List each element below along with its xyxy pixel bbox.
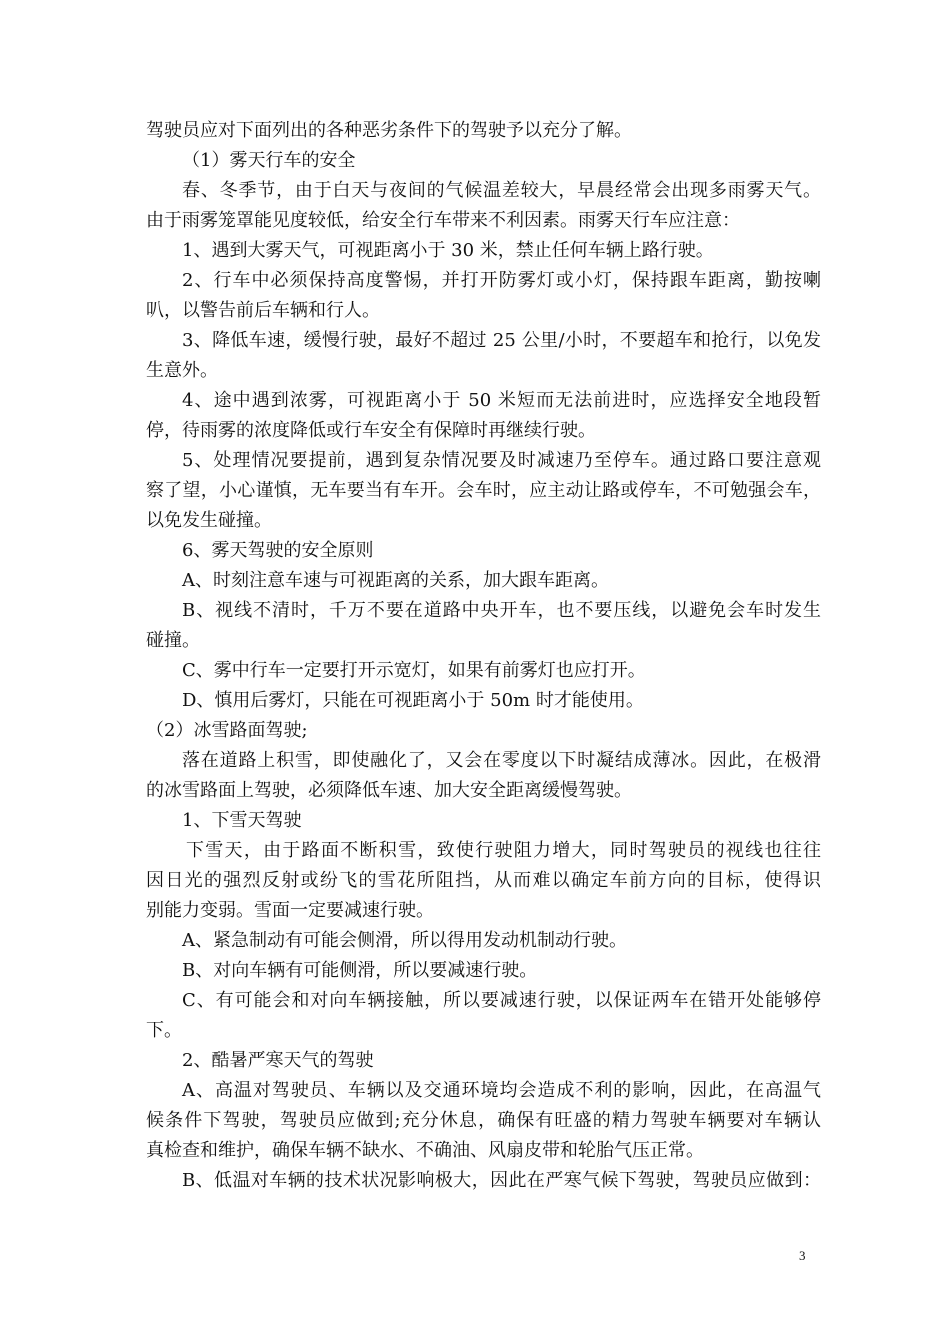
text-line: B、低温对车辆的技术状况影响极大，因此在严寒气候下驾驶，驾驶员应做到： — [182, 1170, 821, 1191]
text-line: 察了望，小心谨慎，无车要当有车开。会车时，应主动让路或停车，不可勉强会车， — [146, 480, 821, 501]
text-line: 4、途中遇到浓雾，可视距离小于 50 米短而无法前进时，应选择安全地段暂 — [182, 390, 821, 411]
text-line: A、紧急制动有可能会侧滑，所以得用发动机制动行驶。 — [182, 930, 627, 951]
text-line: 5、处理情况要提前，遇到复杂情况要及时减速乃至停车。通过路口要注意观 — [182, 450, 821, 471]
text-line: 由于雨雾笼罩能见度较低，给安全行车带来不利因素。雨雾天行车应注意： — [146, 210, 740, 231]
text-line: A、高温对驾驶员、车辆以及交通环境均会造成不利的影响，因此，在高温气 — [182, 1080, 821, 1101]
text-line: 1、遇到大雾天气，可视距离小于 30 米，禁止任何车辆上路行驶。 — [182, 240, 714, 261]
text-line: 的冰雪路面上驾驶，必须降低车速、加大安全距离缓慢驾驶。 — [146, 780, 632, 801]
text-line: 别能力变弱。雪面一定要减速行驶。 — [146, 900, 434, 921]
text-line: 驾驶员应对下面列出的各种恶劣条件下的驾驶予以充分了解。 — [146, 120, 632, 141]
text-line: 下。 — [146, 1020, 182, 1041]
text-line: C、有可能会和对向车辆接触，所以要减速行驶，以保证两车在错开处能够停 — [182, 990, 821, 1011]
text-line: 碰撞。 — [146, 630, 200, 651]
text-line: C、雾中行车一定要打开示宽灯，如果有前雾灯也应打开。 — [182, 660, 646, 681]
text-line: 落在道路上积雪，即使融化了，又会在零度以下时凝结成薄冰。因此，在极滑 — [182, 750, 821, 771]
text-line: 春、冬季节，由于白天与夜间的气候温差较大，早晨经常会出现多雨雾天气。 — [182, 180, 821, 201]
text-line: 2、行车中必须保持高度警惕，并打开防雾灯或小灯，保持跟车距离，勤按喇 — [182, 270, 821, 291]
text-line: D、慎用后雾灯，只能在可视距离小于 50m 时才能使用。 — [182, 690, 644, 711]
text-line: 以免发生碰撞。 — [146, 510, 272, 531]
text-line: （1）雾天行车的安全 — [182, 150, 356, 171]
text-line: 6、雾天驾驶的安全原则 — [182, 540, 374, 561]
text-line: 候条件下驾驶，驾驶员应做到;充分休息，确保有旺盛的精力驾驶车辆要对车辆认 — [146, 1110, 821, 1131]
page-number: 3 — [799, 1248, 806, 1263]
text-line: 因日光的强烈反射或纷飞的雪花所阻挡，从而难以确定车前方向的目标，使得识 — [146, 870, 821, 891]
text-line: 生意外。 — [146, 360, 218, 381]
text-line: 真检查和维护，确保车辆不缺水、不确油、风扇皮带和轮胎气压正常。 — [146, 1140, 704, 1161]
document-body — [146, 116, 821, 1196]
text-line: 叭，以警告前后车辆和行人。 — [146, 300, 380, 321]
text-line: B、对向车辆有可能侧滑，所以要减速行驶。 — [182, 960, 538, 981]
text-line: 下雪天，由于路面不断积雪，致使行驶阻力增大，同时驾驶员的视线也往往 — [186, 840, 821, 861]
text-line: （2）冰雪路面驾驶; — [146, 720, 308, 741]
text-line: 3、降低车速，缓慢行驶，最好不超过 25 公里/小时，不要超车和抢行，以免发 — [182, 330, 821, 351]
text-line: 2、酷暑严寒天气的驾驶 — [182, 1050, 374, 1071]
text-line: A、时刻注意车速与可视距离的关系，加大跟车距离。 — [182, 570, 609, 591]
text-line: 停，待雨雾的浓度降低或行车安全有保障时再继续行驶。 — [146, 420, 596, 441]
text-line: B、视线不清时，千万不要在道路中央开车，也不要压线，以避免会车时发生 — [182, 600, 821, 621]
text-line: 1、下雪天驾驶 — [182, 810, 302, 831]
